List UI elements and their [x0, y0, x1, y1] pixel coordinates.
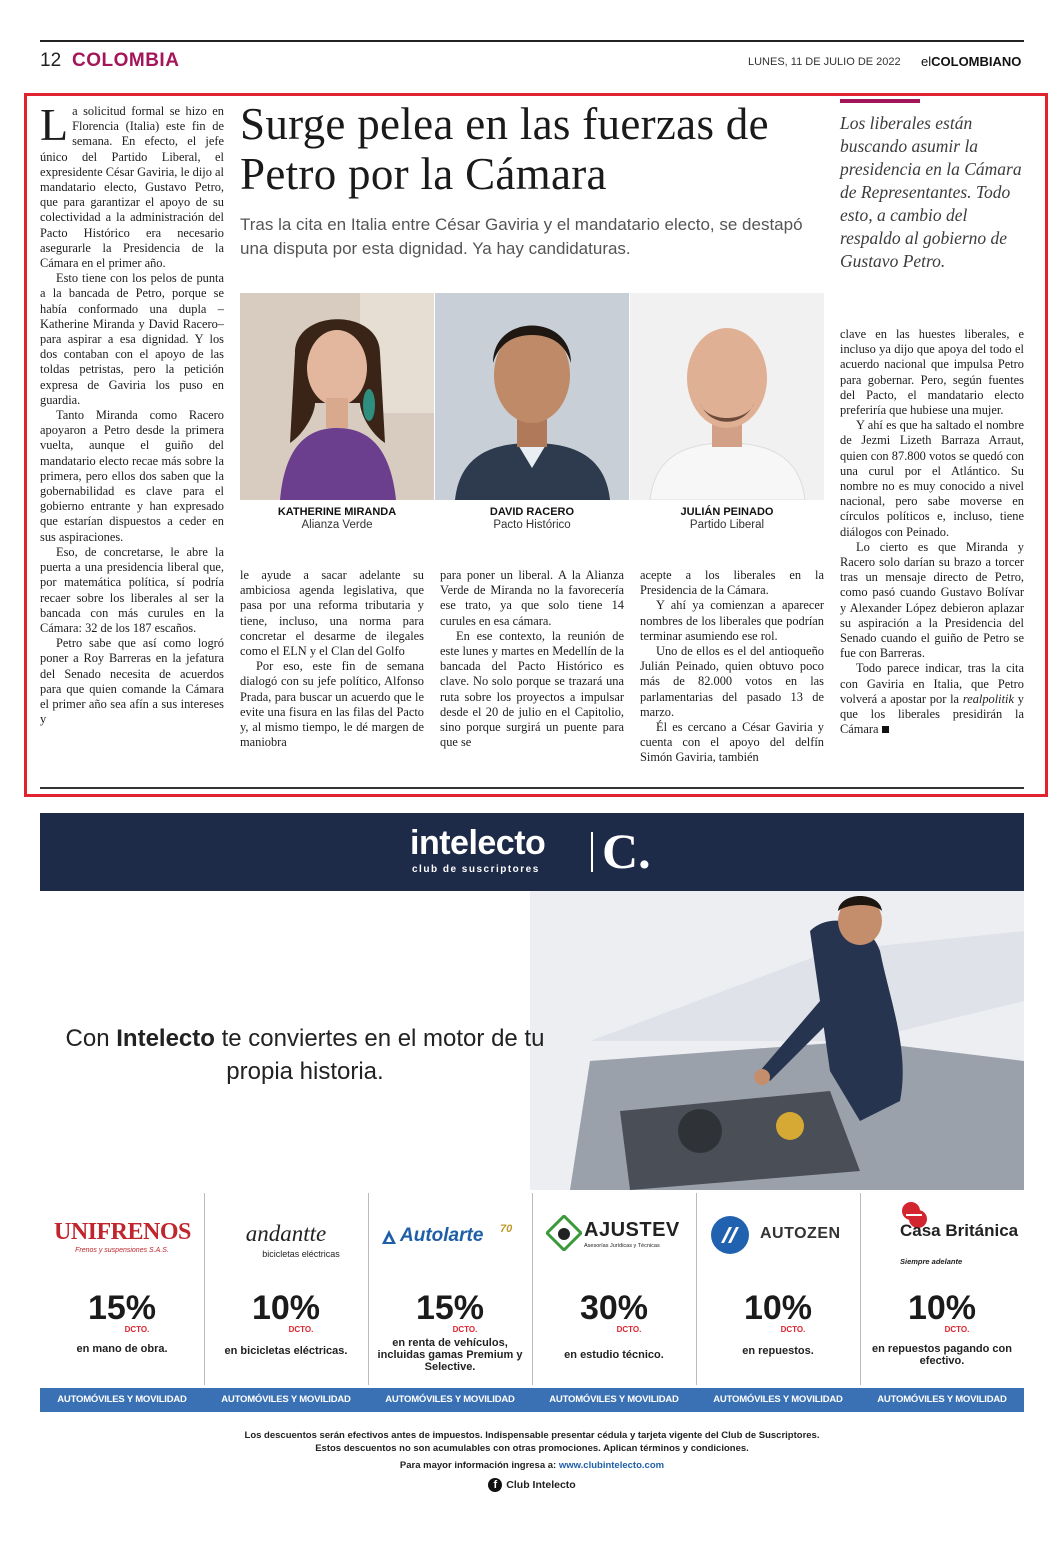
paragraph: Lo cierto es que Miranda y Racero solo darían su brazo a torcer tras un mensaje directo de Petro, como pasó cuando Gustavo Bolívar y Alexander López debieron aplazar su aspiración a la Presidencia del Senado cuando el guiño de Petro se fue con Barreras. [840, 539, 1024, 661]
brand-anniversary: 70 [500, 1223, 513, 1235]
autozen-mark-icon [710, 1215, 750, 1255]
category-label: AUTOMÓVILES Y MOVILIDAD [877, 1394, 1007, 1405]
discount-description: en repuestos. [742, 1345, 814, 1357]
category-label: AUTOMÓVILES Y MOVILIDAD [221, 1394, 351, 1405]
pull-quote: Los liberales están buscando asumir la presidencia en la Cámara de Representantes. Todo esto, a cambio del respaldo al gobierno de Gustavo Petro. [840, 113, 1022, 271]
photo-caption-name: KATHERINE MIRANDA [277, 506, 397, 518]
info-text: Para mayor información ingresa a: [399, 1460, 559, 1471]
ad-disclaimer-line: Estos descuentos no son acumulables con otras promociones. Aplican términos y condiciones. [315, 1443, 749, 1454]
photo-julian-peinado [630, 293, 824, 500]
discount-percent: 15% [87, 1289, 157, 1327]
photo-caption-name: DAVID RACERO [489, 506, 575, 518]
autolarte-logo [368, 1215, 532, 1265]
dropcap: L [40, 104, 69, 150]
brand-prefix: el [921, 54, 932, 69]
discount-percent: 15% [415, 1289, 485, 1327]
discount-percent: 30% [579, 1289, 649, 1327]
paragraph: Eso, de concretarse, le abre la puerta a una presidencia liberal que, por matemática política, sí podría recaer sobre los liberales al ser la bancada con más curules en la Cámara: 32 de los 187 escaños. [40, 544, 224, 635]
paragraph: para poner un liberal. A la Alianza Verde de Miranda no la favorecería ese trato, ya que solo tiene 14 curules en esa cámara. [440, 568, 624, 628]
paragraph: Y ahí es que ha saltado el nombre de Jezmi Lizeth Barraza Arraut, quien con 87.800 votos se quedó con una curul por el Atlántico. Su nombre no es muy conocido a nivel nacional, pero sabe moverse en círculos políticos e, incluso, tiene diálogos con Peinado. [840, 418, 1024, 539]
brand-name: Casa Británica [900, 1221, 1019, 1240]
discount-label: DCTO. [944, 1325, 970, 1334]
photo-caption-name: JULIÁN PEINADO [680, 506, 774, 518]
article-column-2 [240, 568, 424, 773]
discount-description: en bicicletas eléctricas. [224, 1345, 348, 1357]
paragraph: Esto tiene con los pelos de punta a la bancada de Petro, porque se había conformado una dupla –Katherine Miranda y David Racero– para aspirar a esa dignidad. Y los dos contaban con el apoyo de las toldas petristas, pero la petición expresa de Gaviria los puso en guardia. [40, 271, 224, 407]
photo-david-racero [435, 293, 629, 500]
paragraph: clave en las huestes liberales, e incluso ya dijo que apoya del todo el acuerdo nacional que impulsa Petro para gobernar. Pero, según fuentes del Pacto, el mandatario electo preferiría que hubiese una mujer. [840, 327, 1024, 418]
photo-caption-party: Partido Liberal [689, 519, 765, 531]
brand-subtitle: Asesorías Jurídicas y Técnicas [584, 1243, 660, 1249]
discount-description: en repuestos pagando con efectivo. [872, 1343, 1012, 1367]
brand-name: AUTOZEN [760, 1225, 841, 1242]
article-column-5 [840, 327, 1024, 773]
brand-name: Autolarte [400, 1225, 484, 1246]
header-rule [40, 40, 1024, 42]
tagline-text: te conviertes en el motor de tu propia historia. [214, 1025, 545, 1085]
discount-tile-andantte [204, 1193, 368, 1393]
article-deck: Tras la cita en Italia entre César Gaviria y el mandatario electo, se destapó una disputa por esta dignidad. Ya hay candidaturas. [240, 215, 803, 258]
brand-name: andantte [245, 1221, 327, 1246]
pull-quote-bar [840, 99, 920, 103]
paragraph: Y ahí ya comienzan a aparecer nombres de los liberales que podrían terminar asumiendo ese rol. [640, 598, 824, 643]
brand-subtitle: Frenos y suspensiones S.A.S. [75, 1247, 169, 1254]
discount-label: DCTO. [124, 1325, 150, 1334]
article-bottom-rule [40, 787, 1024, 789]
discount-description: en estudio técnico. [564, 1349, 664, 1361]
paragraph: Uno de ellos es el del antioqueño Julián Peinado, quien obtuvo poco más de 82.000 votos en las parlamentarias del pasado 13 de marzo. [640, 644, 824, 719]
tagline-text: Con [65, 1025, 117, 1052]
photo-katherine-miranda [240, 293, 434, 500]
article-column-1 [40, 104, 224, 772]
paragraph: acepte a los liberales en la Presidencia de la Cámara. [640, 568, 824, 598]
autozen-logo [696, 1215, 860, 1265]
italic-term: realpolitik [962, 691, 1015, 706]
photo-caption-party: Pacto Histórico [493, 519, 571, 531]
category-label: AUTOMÓVILES Y MOVILIDAD [549, 1394, 679, 1405]
discount-percent: 10% [251, 1289, 321, 1327]
brand-name: AJUSTEV [584, 1219, 680, 1241]
paragraph [840, 661, 1024, 737]
discount-percent: 10% [907, 1289, 977, 1327]
discount-tile-autolarte [368, 1193, 532, 1393]
tagline-brand: Intelecto [116, 1025, 215, 1052]
paragraph: le ayude a sacar adelante su ambiciosa agenda legislativa, que pasa por una reforma tributaria y tiene, incluso, una norma para concretar el desarme de ilegales como el ELN y el Clan del Golfo [240, 568, 424, 659]
paragraph: Él es cercano a César Gaviria y cuenta con el apoyo del delfín Simón Gaviria, también [640, 720, 824, 765]
paragraph-text: y que los liberales presidirán la Cámara [840, 691, 1024, 737]
end-of-article-mark [882, 726, 889, 733]
discount-tile-ajustev [532, 1193, 696, 1393]
paragraph: Tanto Miranda como Racero apoyaron a Petro desde la primera vuelta, aunque el guiño del mandatario electo recae más sobre la primera, pero ellos dos saben que la gobernabilidad es clave para el gobierno entrante y han expresado que estarían dispuestos a ceder en sus aspiraciones. [40, 408, 224, 544]
category-label: AUTOMÓVILES Y MOVILIDAD [385, 1394, 515, 1405]
paragraph: En ese contexto, la reunión de este lunes y martes en Medellín de la bancada del Pacto Histórico es clave. No solo porque se trazará una ruta sobre los proyectos a impulsar desde el 20 de julio en el Capitolio, sino porque surgirá un puente para que se [440, 628, 624, 750]
article-column-4 [640, 568, 824, 773]
article-headline: Surge pelea en las fuerzas de Petro por la Cámara [240, 99, 769, 199]
ad-disclaimer-line: Los descuentos serán efectivos antes de impuestos. Indispensable presentar cédula y tarjeta vigente del Club de Suscriptores. [244, 1430, 820, 1441]
andantte-logo [204, 1215, 368, 1265]
page-number: 12 [40, 50, 62, 71]
brand-subtitle: Siempre adelante [900, 1257, 963, 1266]
discount-percent: 10% [743, 1289, 813, 1327]
paragraph [40, 104, 224, 271]
section-name: COLOMBIA [72, 50, 180, 71]
ad-info-line [40, 1460, 1024, 1471]
autolarte-triangle-icon [381, 1229, 397, 1245]
discount-label: DCTO. [780, 1325, 806, 1334]
brand-name: UNIFRENOS [54, 1219, 191, 1245]
discount-description: en mano de obra. [76, 1343, 168, 1355]
ajustev-diamond-icon [546, 1215, 582, 1251]
discount-tile-casa-britanica [860, 1193, 1024, 1393]
paragraph-text: Todo parece indicar, tras la cita con Gaviria en Italia, que Petro volverá a apostar por la [840, 661, 1024, 706]
el-colombiano-mark: C. [602, 823, 651, 879]
logo-separator [591, 832, 593, 872]
discount-label: DCTO. [288, 1325, 314, 1334]
casa-britanica-logo [860, 1199, 1024, 1269]
ajustev-logo [532, 1215, 696, 1265]
discount-label: DCTO. [452, 1325, 478, 1334]
ad-tagline [60, 1022, 550, 1088]
photo-caption-party: Alianza Verde [301, 519, 373, 531]
discount-label: DCTO. [616, 1325, 642, 1334]
paragraph: Por eso, este fin de semana dialogó con su jefe político, Alfonso Prada, para buscar un acuerdo que le evite una fisura en las filas del Pacto y, al mismo tiempo, le dé margen de maniobra [240, 659, 424, 750]
intelecto-logo: intelecto [410, 824, 546, 862]
discount-tile-autozen [696, 1193, 860, 1393]
category-label: AUTOMÓVILES Y MOVILIDAD [713, 1394, 843, 1405]
paragraph: Petro sabe que así como logró poner a Roy Barreras en la jefatura del Senado necesita de acuerdos para que quien comande la Cámara el primer año sea afín a sus intereses y [40, 636, 224, 727]
unifrenos-logo [40, 1215, 204, 1265]
facebook-icon: f [488, 1478, 502, 1492]
discount-description: en renta de vehículos, incluidas gamas Premium y Selective. [377, 1337, 523, 1373]
paragraph-text: a solicitud formal se hizo en Florencia (Italia) este fin de semana. En efecto, el jefe único del Partido Liberal, el expresidente César Gaviria, le dijo al mandatario electo, Gustavo Petro, que para garantizar el apoyo de su colectividad a la administración del Pacto Histórico era necesario asegurarle la Presidencia de la Cámara en el primer año. [40, 104, 224, 271]
club-intelecto-link[interactable]: www.clubintelecto.com [558, 1460, 665, 1471]
brand-subtitle: bicicletas eléctricas [262, 1249, 340, 1259]
brand-name: COLOMBIANO [931, 54, 1022, 69]
article-column-3 [440, 568, 624, 773]
intelecto-logo-subtitle: club de suscriptores [412, 864, 540, 875]
category-label: AUTOMÓVILES Y MOVILIDAD [57, 1394, 187, 1405]
social-handle[interactable] [40, 1478, 1024, 1492]
social-handle-text: Club Intelecto [506, 1478, 576, 1491]
discount-tile-unifrenos [40, 1193, 204, 1393]
issue-date: LUNES, 11 DE JULIO DE 2022 [748, 56, 901, 68]
ad-mechanic-photo [530, 891, 1024, 1190]
newspaper-brand [921, 54, 1021, 69]
